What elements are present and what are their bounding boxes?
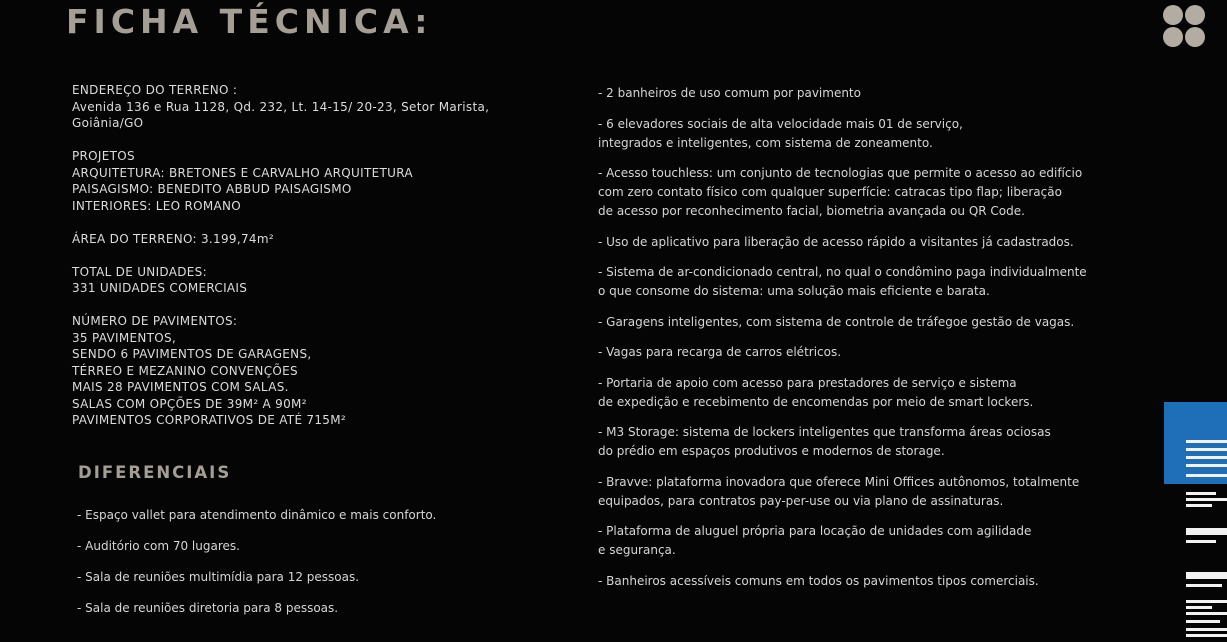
decorative-stripes	[1184, 440, 1227, 642]
technical-specs	[72, 82, 542, 445]
four-circles-logo-icon	[1163, 5, 1205, 47]
list-item	[598, 313, 1138, 332]
feature-line: - 2 banheiros de uso comum por pavimento	[598, 86, 861, 100]
land-area: ÁREA DO TERRENO: 3.199,74m²	[72, 231, 274, 246]
address-line: Avenida 136 e Rua 1128, Qd. 232, Lt. 14-15/ 20-23, Setor Marista,	[72, 99, 490, 114]
feature-line: - Garagens inteligentes, com sistema de controle de tráfegoe gestão de vagas.	[598, 314, 1075, 329]
floors-line: MAIS 28 PAVIMENTOS COM SALAS.	[72, 380, 289, 394]
address-line: Goiânia/GO	[72, 116, 144, 130]
list-item	[598, 233, 1138, 252]
feature-line: - Plataforma de aluguel própria para locação de unidades com agilidade	[598, 524, 1032, 538]
feature-line: - Uso de aplicativo para liberação de acesso rápido a visitantes já cadastrados.	[598, 234, 1074, 249]
list-item: - Sala de reuniões diretoria para 8 pessoas.	[77, 601, 339, 615]
feature-line: - Portaria de apoio com acesso para prestadores de serviço e sistema	[598, 375, 1017, 390]
page-title: FICHA TÉCNICA:	[66, 2, 433, 41]
project-interiors: INTERIORES: LEO ROMANO	[72, 198, 242, 213]
floors-line: SALAS COM OPÇÕES DE 39M² A 90M²	[72, 396, 307, 411]
floors-line: 35 PAVIMENTOS,	[72, 330, 177, 345]
list-item	[598, 263, 1138, 301]
address-label: ENDEREÇO DO TERRENO :	[72, 83, 238, 97]
projects-block	[72, 148, 542, 214]
area-block	[72, 231, 542, 248]
feature-line: de expedição e recebimento de encomendas por meio de smart lockers.	[598, 394, 1034, 409]
list-item	[598, 115, 1138, 153]
feature-line: de acesso por reconhecimento facial, biometria avançada ou QR Code.	[598, 204, 1025, 218]
feature-line: do prédio em espaços produtivos e modernos de storage.	[598, 444, 945, 458]
feature-line: com zero contato físico com qualquer superfície: catracas tipo flap; liberação	[598, 185, 1062, 199]
floors-line: SENDO 6 PAVIMENTOS DE GARAGENS,	[72, 347, 312, 361]
feature-line: - Vagas para recarga de carros elétricos.	[598, 345, 842, 359]
list-item	[598, 343, 1138, 362]
feature-line: - 6 elevadores sociais de alta velocidade mais 01 de serviço,	[598, 116, 963, 131]
list-item: - Espaço vallet para atendimento dinâmico e mais conforto.	[77, 508, 437, 522]
feature-line: o que consome do sistema: uma solução mais eficiente e barata.	[598, 284, 990, 298]
project-architecture: ARQUITETURA: BRETONES E CARVALHO ARQUITETURA	[72, 165, 413, 180]
features-list	[598, 84, 1138, 602]
feature-line: - M3 Storage: sistema de lockers inteligentes que transforma áreas ociosas	[598, 425, 1051, 439]
feature-line: e segurança.	[598, 543, 676, 557]
units-label: TOTAL DE UNIDADES:	[72, 264, 207, 279]
list-item: - Sala de reuniões multimídia para 12 pessoas.	[77, 570, 360, 584]
feature-line: equipados, para contratos pay-per-use ou via plano de assinaturas.	[598, 493, 1004, 508]
diferenciais-heading: DIFERENCIAIS	[78, 463, 232, 482]
units-block	[72, 264, 542, 297]
floors-label: NÚMERO DE PAVIMENTOS:	[72, 314, 238, 328]
units-value: 331 UNIDADES COMERCIAIS	[72, 281, 248, 295]
floors-line: TÉRREO E MEZANINO CONVENÇÕES	[72, 363, 298, 378]
list-item	[598, 423, 1138, 461]
list-item	[598, 84, 1138, 103]
diferenciais-list	[77, 507, 436, 631]
feature-line: integrados e inteligentes, com sistema de zoneamento.	[598, 135, 933, 150]
list-item	[598, 572, 1138, 591]
projects-label: PROJETOS	[72, 149, 135, 163]
feature-line: - Bravve: plataforma inovadora que oferece Mini Offices autônomos, totalmente	[598, 474, 1080, 489]
list-item	[598, 164, 1138, 221]
list-item	[598, 522, 1138, 560]
list-item	[598, 374, 1138, 412]
address-block	[72, 82, 542, 132]
list-item	[598, 473, 1138, 511]
feature-line: - Banheiros acessíveis comuns em todos os pavimentos tipos comerciais.	[598, 573, 1039, 588]
floors-block	[72, 313, 542, 429]
list-item: - Auditório com 70 lugares.	[77, 539, 240, 553]
floors-line: PAVIMENTOS CORPORATIVOS DE ATÉ 715M²	[72, 413, 347, 427]
feature-line: - Acesso touchless: um conjunto de tecnologias que permite o acesso ao edifício	[598, 166, 1083, 180]
project-landscaping: PAISAGISMO: BENEDITO ABBUD PAISAGISMO	[72, 182, 352, 196]
feature-line: - Sistema de ar-condicionado central, no qual o condômino paga individualmente	[598, 265, 1087, 279]
